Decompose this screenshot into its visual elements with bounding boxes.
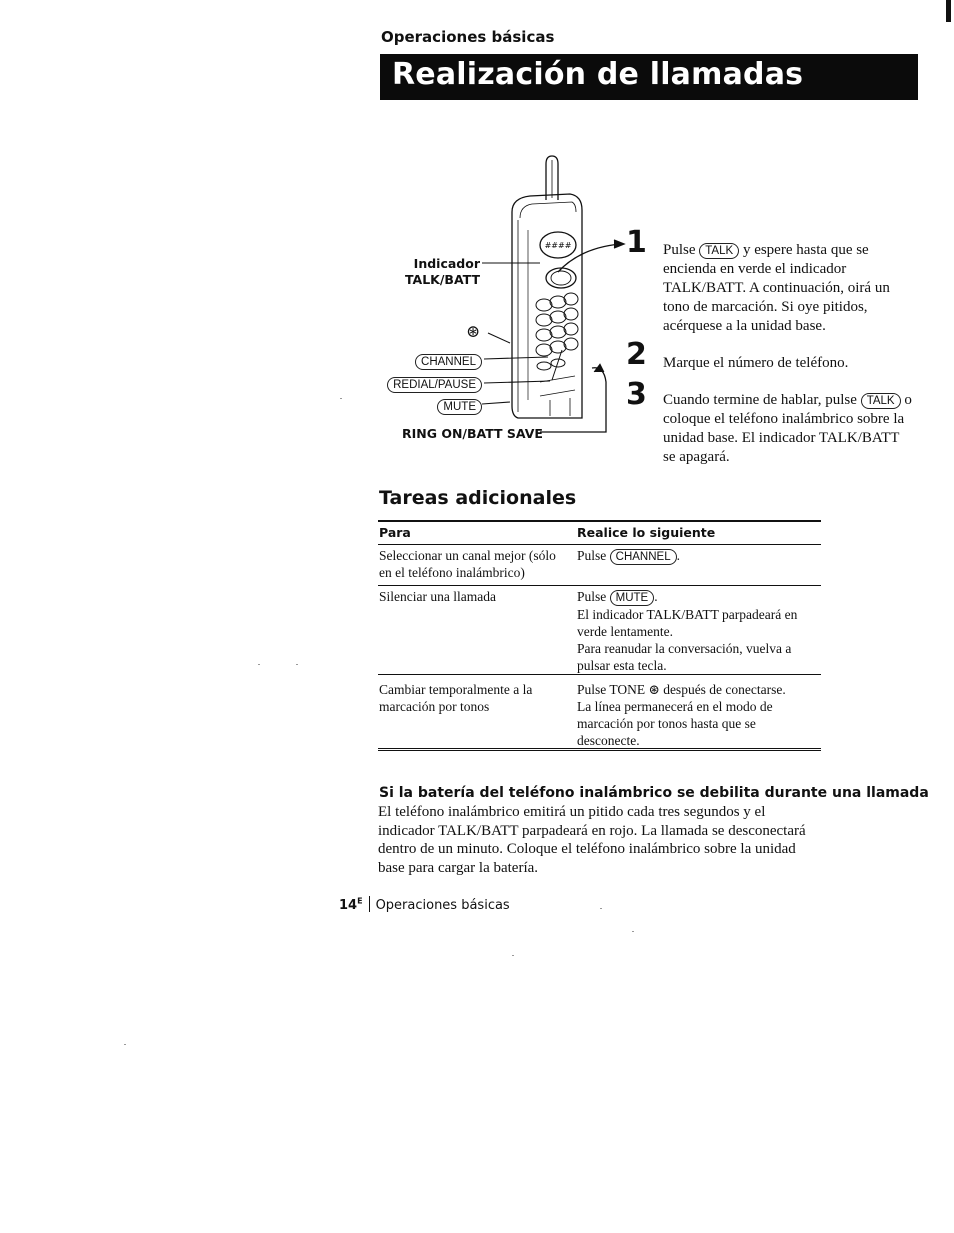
table-header xyxy=(378,522,821,544)
tone-symbol: ⊛ xyxy=(466,322,481,341)
step-3-text: Cuando termine de hablar, pulse TALK o coloque el teléfono inalámbrico sobre la unidad base. El indicador TALK/BATT se apagará. xyxy=(663,392,912,465)
scan-speck xyxy=(340,398,342,399)
step-2-number: 2 xyxy=(626,337,647,372)
channel-key-label: CHANNEL xyxy=(380,352,482,370)
section-label: Operaciones básicas xyxy=(381,28,555,46)
col-realice-header: Realice lo siguiente xyxy=(577,525,716,540)
footer-divider xyxy=(369,896,370,912)
scan-speck xyxy=(512,955,514,956)
ring-batt-save-label: RING ON/BATT SAVE xyxy=(402,426,543,441)
footer-section: Operaciones básicas xyxy=(375,898,510,913)
scan-speck xyxy=(124,1044,126,1045)
page-number-suffix: E xyxy=(357,896,363,906)
scan-speck xyxy=(632,931,634,932)
channel-key: CHANNEL xyxy=(610,549,677,565)
table-row: Silenciar una llamada Pulse MUTE . El indicador TALK/BATT parpadeará en verde lentamente. Para reanudar la conversación, vuelva a pulsar esta tecla. xyxy=(378,585,821,674)
battery-warning-text: El teléfono inalámbrico emitirá un pitido cada tres segundos y el indicador TALK/BATT parpadeará en rojo. La llamada se desconectará dentro de un minuto. Coloque el teléfono inalámbrico sobre la unidad base para cargar la batería. xyxy=(378,804,806,876)
step-3-number: 3 xyxy=(626,377,647,412)
step-1-text: Pulse TALK y espere hasta que se encienda en verde el indicador TALK/BATT. A continuación, oirá un tono de marcación. Si oye pitidos, acérquese a la unidad base. xyxy=(663,242,890,334)
scan-speck xyxy=(258,664,260,665)
step-1-number: 1 xyxy=(626,225,647,260)
scan-speck xyxy=(296,664,298,665)
battery-warning-title: Si la batería del teléfono inalámbrico se debilita durante una llamada xyxy=(379,785,929,801)
label-leaders xyxy=(470,255,580,435)
mute-key-label: MUTE xyxy=(380,397,482,415)
extra-tasks-title: Tareas adicionales xyxy=(379,487,577,509)
table-row: Cambiar temporalmente a la marcación por tonos Pulse TONE ⊛ después de conectarse. La línea permanecerá en el modo de marcación por tonos hasta que se desconecte. xyxy=(378,674,821,748)
talk-key: TALK xyxy=(861,393,901,409)
step-2-text: Marque el número de teléfono. xyxy=(663,355,849,371)
mute-key: MUTE xyxy=(610,590,655,606)
scan-speck xyxy=(600,908,602,909)
table-row: Seleccionar un canal mejor (sólo en el teléfono inalámbrico) Pulse CHANNEL . xyxy=(378,544,821,585)
page-number: 14 xyxy=(339,898,358,913)
redial-pause-key-label: REDIAL/PAUSE xyxy=(370,375,482,393)
svg-text:####: #### xyxy=(544,241,572,250)
indicator-label: Indicador TALK/BATT xyxy=(404,256,480,287)
extra-tasks-table xyxy=(378,520,821,751)
talk-key: TALK xyxy=(699,243,739,259)
title-banner xyxy=(380,54,918,100)
page-title: Realización de llamadas xyxy=(392,57,804,92)
col-para-header: Para xyxy=(379,525,411,540)
page-footer xyxy=(339,896,510,913)
edge-mark xyxy=(946,0,951,22)
